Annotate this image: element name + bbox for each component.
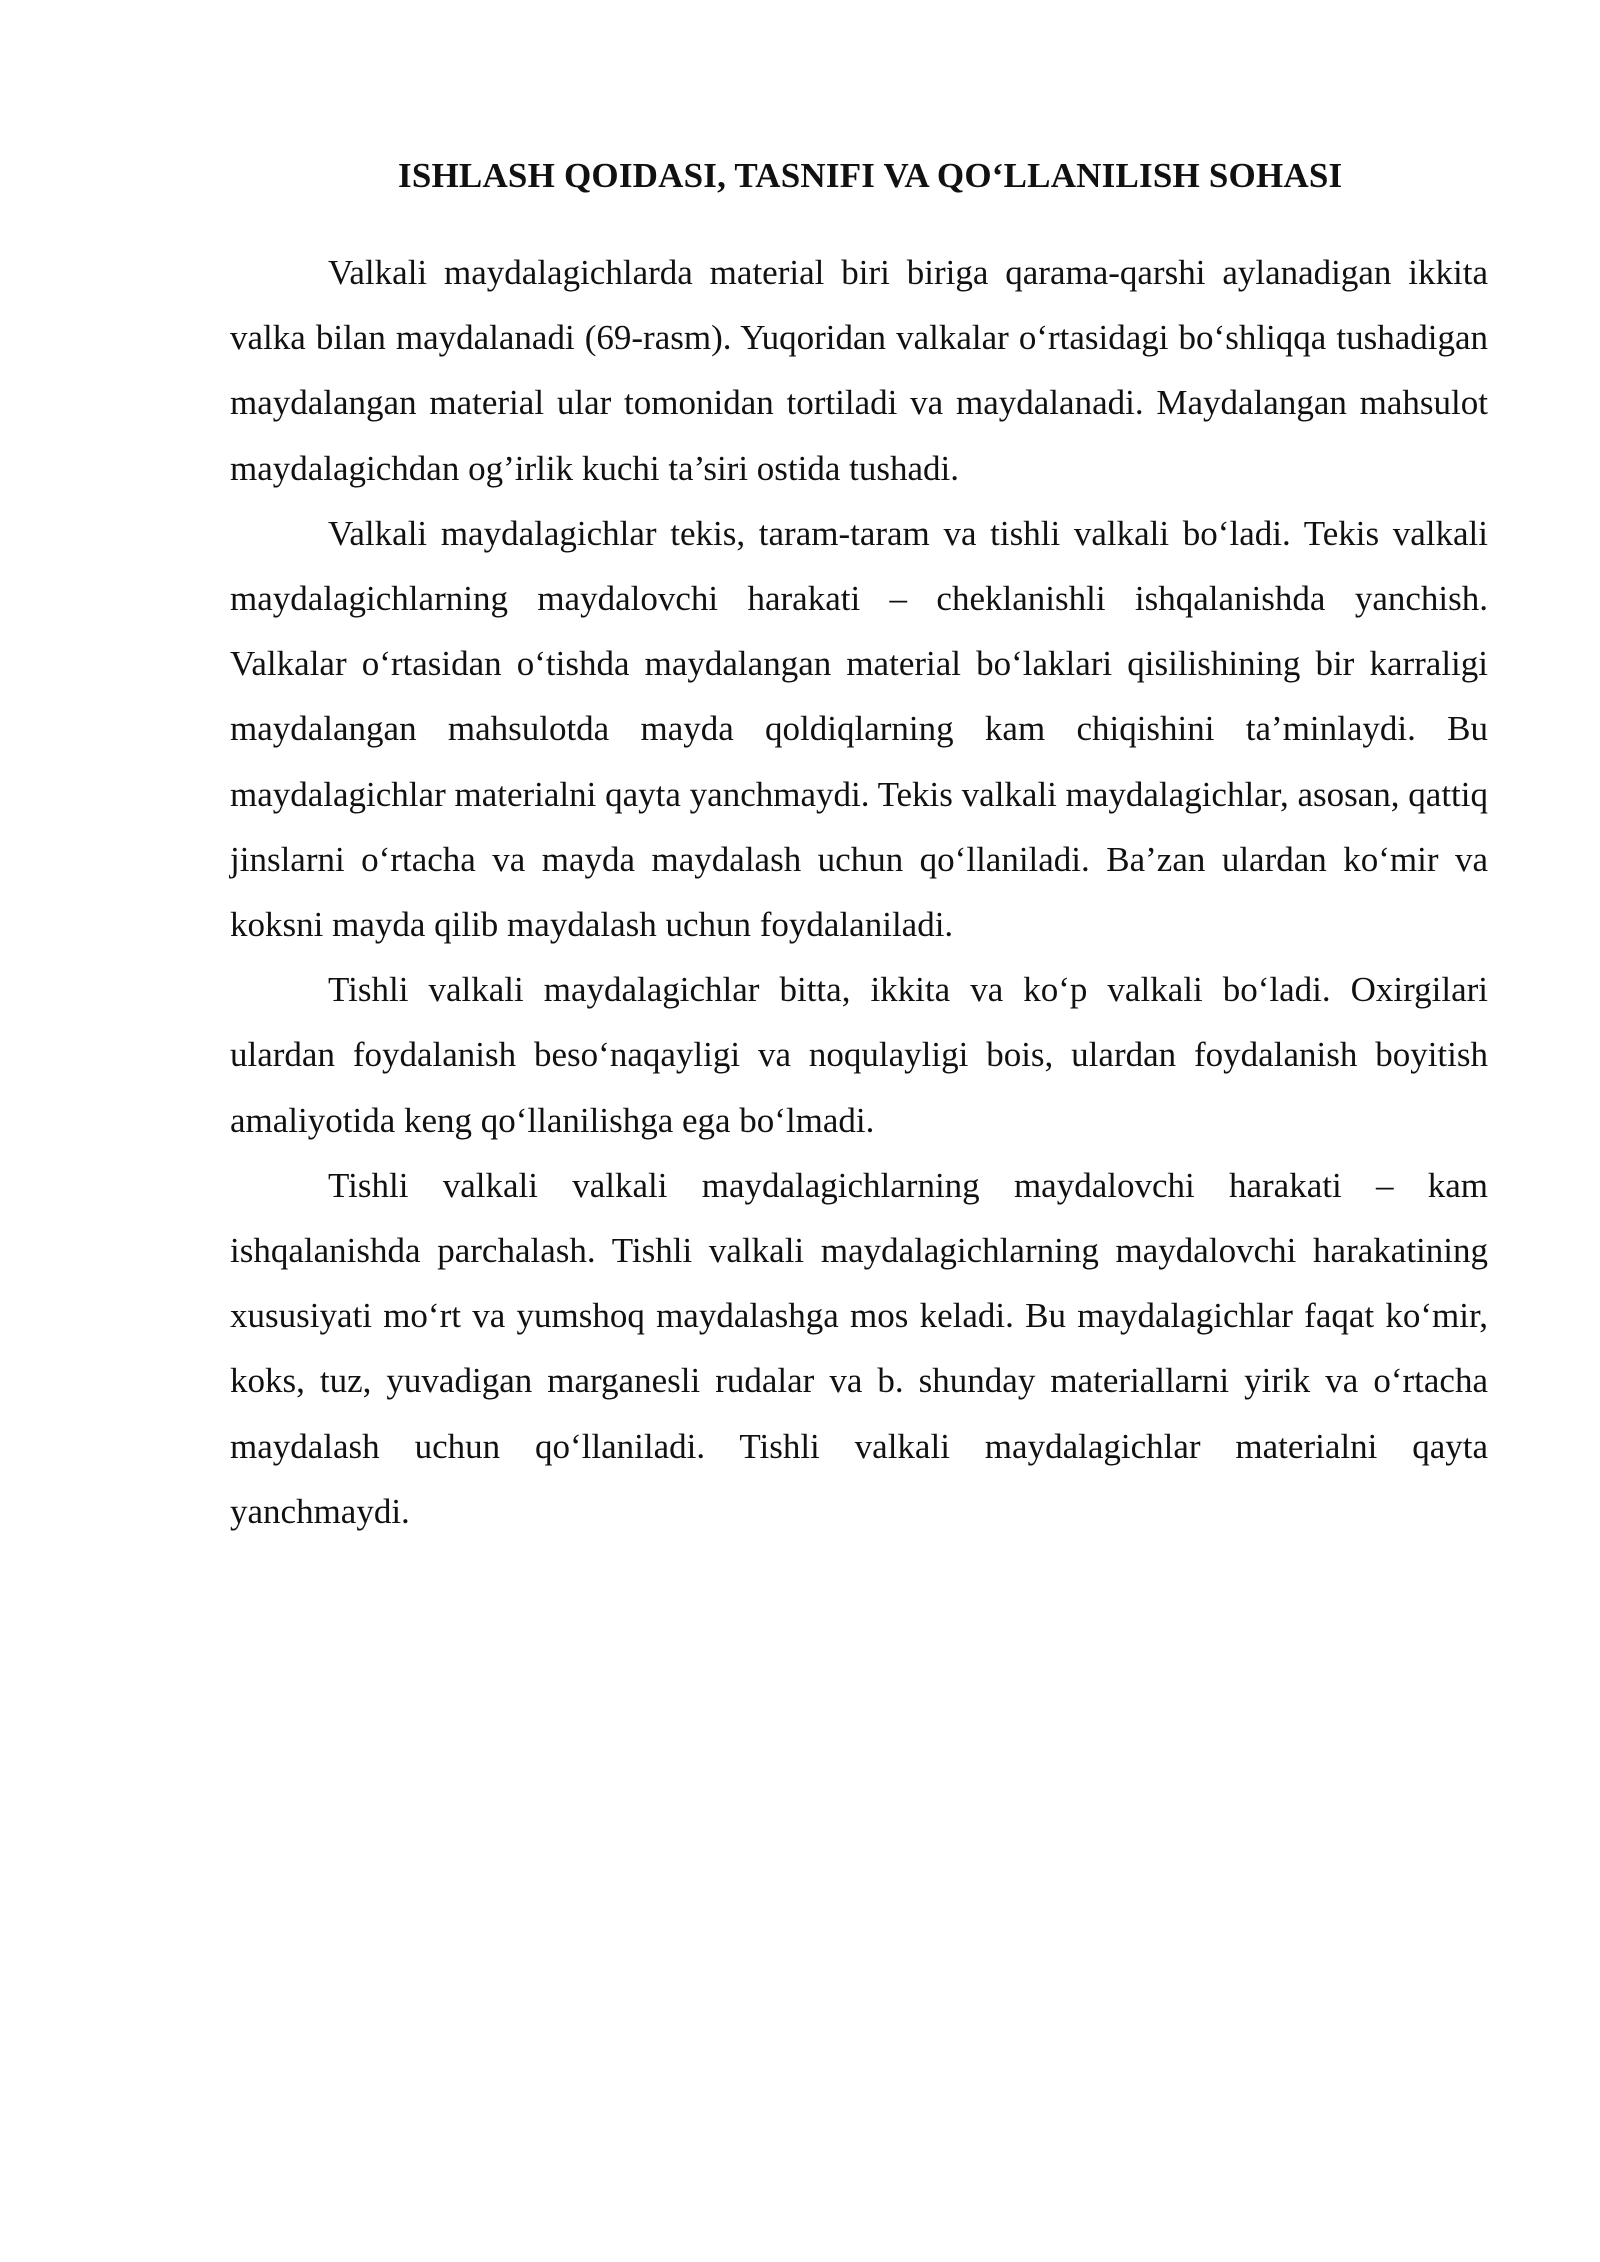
paragraph-1: Valkali maydalagichlarda material biri biriga qarama-qarshi aylanadigan ikkita valka bilan maydalanadi (69-rasm). Yuqoridan valkalar o‘rtasidagi bo‘shliqqa tushadigan maydalangan material ular tomonidan tortiladi va maydalanadi. Maydalangan mahsulot maydalagichdan og’irlik kuchi ta’siri ostida tushadi. bbox=[230, 253, 1488, 488]
paragraph-2: Valkali maydalagichlar tekis, taram-taram va tishli valkali bo‘ladi. Tekis valkali maydalagichlarning maydalovchi harakati – cheklanishli ishqalanishda yanchish. Valkalar o‘rtasidan o‘tishda maydalangan material bo‘laklari qisilishining bir karraligi maydalangan mahsulotda mayda qoldiqlarning kam chiqishini ta’minlaydi. Bu maydalagichlar materialni qayta yanchmaydi. Tekis valkali maydalagichlar, asosan, qattiq jinslarni o‘rtacha va mayda maydalash uchun qo‘llaniladi. Ba’zan ulardan ko‘mir va koksni mayda qilib maydalash uchun foydalaniladi. bbox=[230, 513, 1488, 945]
document-content bbox=[230, 150, 1488, 1544]
document-title: ISHLASH QOIDASI, TASNIFI VA QO‘LLANILISH SOHASI bbox=[398, 156, 1343, 195]
paragraph-3: Tishli valkali maydalagichlar bitta, ikkita va ko‘p valkali bo‘ladi. Oxirgilari ulardan foydalanish beso‘naqayligi va noqulayligi bois, ulardan foydalanish boyitish amaliyotida keng qo‘llanilishga ega bo‘lmadi. bbox=[230, 970, 1488, 1140]
paragraph-4: Tishli valkali valkali maydalagichlarning maydalovchi harakati – kam ishqalanishda parchalash. Tishli valkali maydalagichlarning maydalovchi harakatining xususiyati mo‘rt va yumshoq maydalashga mos keladi. Bu maydalagichlar faqat ko‘mir, koks, tuz, yuvadigan marganesli rudalar va b. shunday materiallarni yirik va o‘rtacha maydalash uchun qo‘llaniladi. Tishli valkali maydalagichlar materialni qayta yanchmaydi. bbox=[230, 1165, 1488, 1531]
document-body bbox=[230, 240, 1488, 1544]
